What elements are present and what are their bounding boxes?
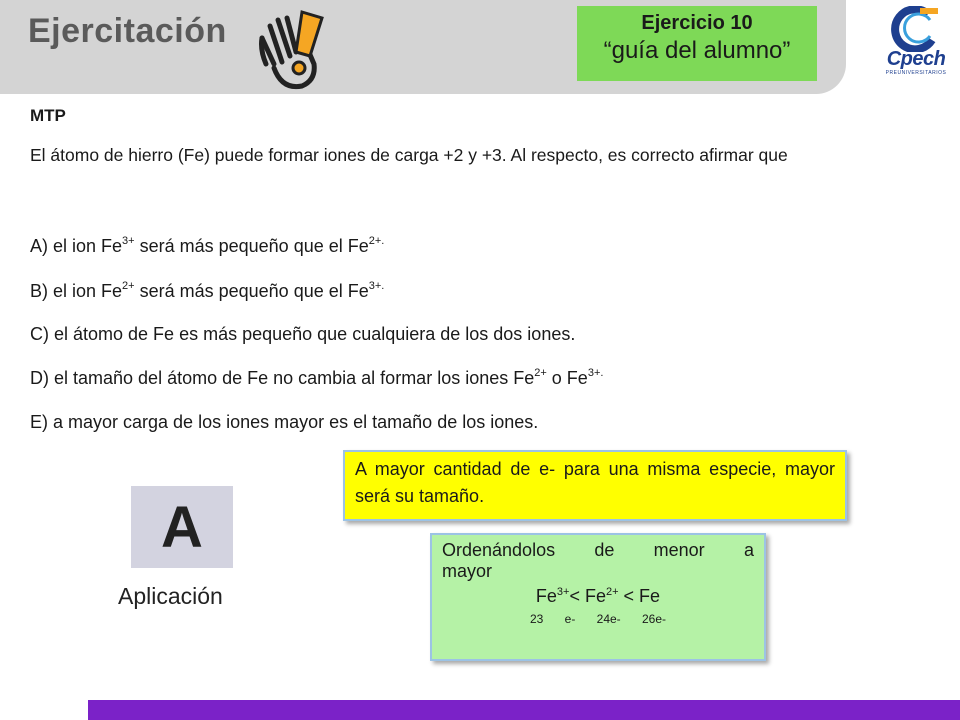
hand-warning-icon (252, 6, 332, 90)
exercise-subtitle: “guía del alumno” (603, 37, 791, 64)
logo-text: Cpech (886, 48, 946, 70)
ordering-line-1: Ordenándolos de menor a (442, 540, 754, 560)
question-label: MTP (30, 106, 66, 125)
option-c[interactable]: C) el átomo de Fe es más pequeño que cualquiera de los dos iones. (30, 324, 576, 344)
cpech-logo-icon (876, 6, 956, 52)
exercise-badge (577, 6, 817, 81)
option-b[interactable]: B) el ion $Fe^{2+}$ será más pequeño que el $Fe^{3+.}$ (30, 280, 385, 301)
skill-label: Aplicación (118, 583, 223, 609)
option-d[interactable]: D) el tamaño del átomo de Fe no cambia al formar los iones $Fe^{2+}$ o $Fe^{3+.}$ (30, 367, 604, 388)
explanation-note: A mayor cantidad de e- para una misma especie, mayor será su tamaño. (343, 450, 847, 521)
ordering-line-2: mayor (442, 561, 493, 581)
page-title: Ejercitación (28, 12, 227, 50)
question-text: El átomo de hierro (Fe) puede formar iones de carga +2 y +3. Al respecto, es correcto afirmar que (30, 145, 788, 165)
option-a[interactable]: A) el ion $Fe^{3+}$ será más pequeño que el $Fe^{2+.}$ (30, 235, 385, 256)
answer-letter: A (131, 486, 233, 568)
exercise-title: Ejercicio 10 (641, 12, 753, 34)
ordering-note (430, 533, 766, 661)
electron-counts: 23 e- 24e- 26e- (529, 612, 667, 626)
ion-ordering-formula: $Fe^{3+}< Fe^{2+} < Fe$ (535, 586, 661, 606)
footer-bar (88, 700, 960, 720)
logo-subtext: PREUNIVERSITARIOS (885, 70, 947, 76)
option-e[interactable]: E) a mayor carga de los iones mayor es el tamaño de los iones. (30, 412, 539, 432)
cpech-logo (876, 6, 956, 78)
